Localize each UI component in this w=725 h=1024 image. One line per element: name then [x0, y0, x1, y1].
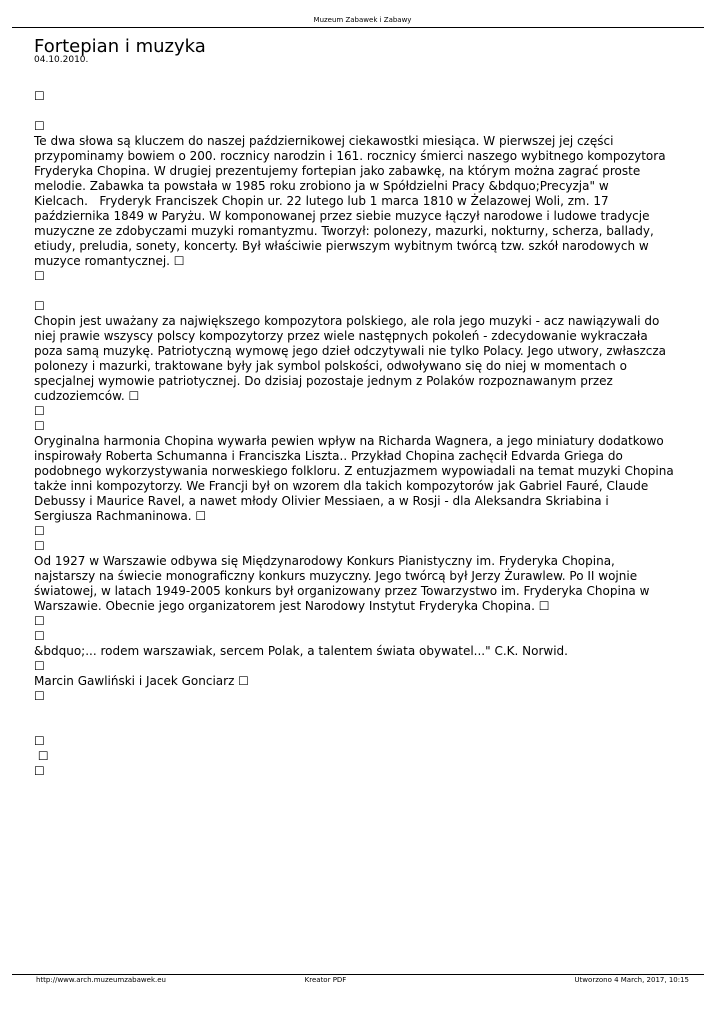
- text-line: ☐: [34, 404, 45, 418]
- footer-generator: Kreator PDF: [304, 976, 347, 984]
- text-line: Warszawie. Obecnie jego organizatorem jest Narodowy Instytut Fryderyka Chopina. ☐: [34, 599, 550, 613]
- text-line: ☐: [34, 659, 45, 673]
- article-date: 04.10.2010.: [34, 55, 89, 65]
- text-line: ☐: [34, 764, 45, 778]
- footer-url: http://www.arch.muzeumzabawek.eu: [36, 976, 166, 984]
- text-line: specjalnej wymowie patriotycznej. Do dzisiaj pozostaje jednym z Polaków rozpoznawanym przez: [34, 374, 613, 388]
- text-line: etiudy, preludia, sonety, koncerty. Był właściwie pierwszym wybitnym twórcą tzw. szkół narodowych w: [34, 239, 649, 253]
- page-title: Fortepian i muzyka: [34, 36, 206, 57]
- footer-divider: [12, 974, 704, 975]
- text-line: inspirowały Roberta Schumanna i Franciszka Liszta.. Przykład Chopina zachęcił Edvarda Griega do: [34, 449, 623, 463]
- text-line: [34, 704, 694, 719]
- text-line: Te dwa słowa są kluczem do naszej październikowej ciekawostki miesiąca. W pierwszej jej części: [34, 134, 614, 148]
- text-line: ☐: [34, 419, 45, 433]
- text-line: października 1849 w Paryżu. W komponowanej przez siebie muzyce łączył narodowe i ludowe tradycje: [34, 209, 650, 223]
- text-line: muzyczne ze zdobyczami muzyki romantyzmu. Tworzył: polonezy, mazurki, nokturny, scherza, ballady,: [34, 224, 654, 238]
- text-line: podobnego wykorzystywania norweskiego folkloru. Z entuzjazmem wypowiadali na temat muzyki Chopina: [34, 464, 674, 478]
- text-line: ☐: [34, 269, 45, 283]
- text-line: [34, 719, 694, 734]
- text-line: melodie. Zabawka ta powstała w 1985 roku zrobiono ja w Spółdzielni Pracy &bdquo;Precyzja" w: [34, 179, 609, 193]
- text-line: przypominamy bowiem o 200. rocznicy narodzin i 161. rocznicy śmierci naszego wybitnego kompozytora: [34, 149, 666, 163]
- article-body: [34, 89, 694, 779]
- text-line: ☐: [34, 749, 49, 763]
- text-line: ☐: [34, 689, 45, 703]
- text-line: ☐: [34, 89, 45, 103]
- site-name: Muzeum Zabawek i Zabawy: [313, 16, 412, 24]
- text-line: muzyce romantycznej. ☐: [34, 254, 185, 268]
- text-line: Oryginalna harmonia Chopina wywarła pewien wpływ na Richarda Wagnera, a jego miniatury dodatkowo: [34, 434, 664, 448]
- header-divider: [12, 27, 704, 28]
- text-line: ☐: [34, 119, 45, 133]
- text-line: także inni kompozytorzy. We Francji był on wzorem dla takich kompozytorów jak Gabriel Fauré, Claude: [34, 479, 649, 493]
- text-line: ☐: [34, 524, 45, 538]
- text-line: Fryderyka Chopina. W drugiej prezentujemy fortepian jako zabawkę, na którym można zagrać proste: [34, 164, 641, 178]
- text-line: cudzoziemców. ☐: [34, 389, 140, 403]
- text-line: ☐: [34, 539, 45, 553]
- text-line: najstarszy na świecie monograficzny konkurs muzyczny. Jego twórcą był Jerzy Żurawlew. Po II wojnie: [34, 569, 638, 583]
- text-line: [34, 104, 694, 119]
- text-line: &bdquo;... rodem warszawiak, sercem Polak, a talentem świata obywatel..." C.K. Norwid.: [34, 644, 568, 658]
- text-line: niej prawie wszyscy polscy kompozytorzy przez wiele następnych pokoleń - zdecydowanie wykraczała: [34, 329, 648, 343]
- text-line: poza samą muzykę. Patriotyczną wymowę jego dzieł odczytywali nie tylko Polacy. Jego utwory, zwłaszcza: [34, 344, 667, 358]
- text-line: Chopin jest uważany za największego kompozytora polskiego, ale rola jego muzyki - acz nawiązywali do: [34, 314, 660, 328]
- footer-created: Utworzono 4 March, 2017, 10:15: [574, 976, 689, 984]
- text-line: Debussy i Maurice Ravel, a nawet młody Olivier Messiaen, a w Rosji - dla Aleksandra Skriabina i: [34, 494, 609, 508]
- text-line: ☐: [34, 629, 45, 643]
- text-line: Kielcach. Fryderyk Franciszek Chopin ur. 22 lutego lub 1 marca 1810 w Żelazowej Woli, zm. 17: [34, 194, 609, 208]
- text-line: [34, 284, 694, 299]
- text-line: światowej, w latach 1949-2005 konkurs był organizowany przez Towarzystwo im. Fryderyka Chopina w: [34, 584, 650, 598]
- text-line: Od 1927 w Warszawie odbywa się Międzynarodowy Konkurs Pianistyczny im. Fryderyka Chopina,: [34, 554, 615, 568]
- text-line: ☐: [34, 734, 45, 748]
- text-line: ☐: [34, 614, 45, 628]
- text-line: Marcin Gawliński i Jacek Gonciarz ☐: [34, 674, 249, 688]
- text-line: Sergiusza Rachmaninowa. ☐: [34, 509, 207, 523]
- text-line: polonezy i mazurki, traktowane były jak symbol polskości, odwoływano się do niej w momentach o: [34, 359, 627, 373]
- text-line: ☐: [34, 299, 45, 313]
